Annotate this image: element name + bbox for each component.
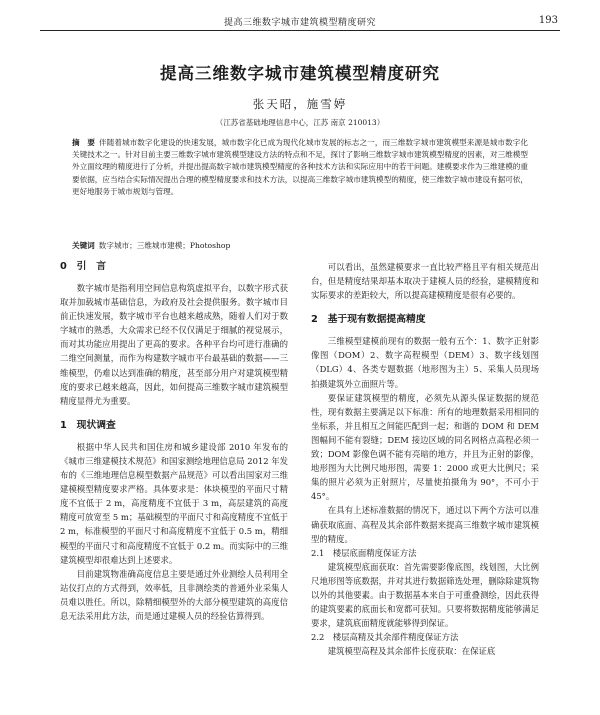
running-header (40, 12, 560, 31)
paragraph: 数字城市是指利用空间信息构筑虚拟平台，以数字形式获取并加载城市基础信息，为政府及社会提供服务。数字城市目前正快速发展，数字城市平台也越来越成熟，随着人们对于数字城市的熟悉，大众需求已经不仅仅满足于细腻的视觉展示，而对其功能应用提出了更高的要求。各种平台均可进行准确的二维空间测量，而作为构建数字城市平台最基础的数据——三维模型，仍难以达到准确的精度，甚至部分用户对建筑模型精度的要求已越来越高，因此，如何提高三维数字城市建筑模型精度显得尤为重要。 (60, 283, 288, 406)
authors: 张天昭，施雪婷 (252, 97, 348, 111)
right-column (311, 260, 539, 658)
page-number: 193 (538, 15, 558, 26)
abstract (72, 137, 528, 198)
section-heading-introduction: 0 引 言 (60, 261, 107, 272)
keywords-label: 关键词 (72, 241, 95, 250)
paragraph: 目前建筑物准确高度信息主要是通过外业测绘人员利用全站仪打点的方式得到，效率低，且非测绘类的普通外业采集人员难以胜任。所以，除精细模型外的大部分模型建筑的高度信息无法采用此方法，而是通过建模人员的经验估算得到。 (60, 568, 288, 621)
paragraph: 建筑模型高程及其余部件长度获取：在保证底 (327, 646, 496, 657)
subsection-heading-floor: 2.1 楼层底面精度保证方法 (311, 547, 417, 558)
left-column (60, 260, 288, 623)
abstract-label: 摘 要 (72, 138, 95, 147)
paragraph: 三维模型建模前现有的数据一般有五个：1、数字正射影像图（DOM）2、数字高程模型（DEM）3、数字线划图（DLG）4、各类专题数据（地形图为主）5、采集人员现场拍摄建筑外立面照片等。 (311, 336, 539, 389)
running-title: 提高三维数字城市建筑模型精度研究 (223, 18, 376, 28)
paragraph: 在具有上述标准数据的情况下，通过以下两个方法可以准确获取底面、高程及其余部件数据来提高三维数字城市建筑模型的精度。 (311, 505, 539, 544)
paragraph: 可以看出，虽然建模要求一直比较严格且平有相关规范出台，但是精度结果却基本取决于建模人员的经验，建模精度和实际要求的差距较大，所以提高建模精度是很有必要的。 (311, 262, 539, 301)
subsection-heading-height: 2.2 楼层高精及其余部件精度保证方法 (311, 632, 459, 643)
affiliation: （江苏省基础地理信息中心，江苏 南京 210013） (215, 118, 385, 127)
keywords (72, 240, 528, 252)
paragraph: 要保证建筑模型的精度，必须先从源头保证数据的规范性，现有数据主要满足以下标准：所有的地理数据采用相同的坐标系，并且相互之间能匹配到一起；和谐的 DOM 和 DEM 图幅间不能有裂缝；DEM 接边区域的同名网格点高程必须一致；DOM 影像色调不能有亮暗的地方，并且为正射的影像，地形图为大比例尺地形图，需要 1：2000 或更大比例尺；采集的照片必须为正射照片，尽量使拍摄角为 90°，不可小于 45°。 (311, 392, 539, 502)
keywords-text: 数字城市；三维城市建模；Photoshop (98, 241, 231, 250)
paper-title: 提高三维数字城市建筑模型精度研究 (160, 64, 440, 83)
abstract-text: 伴随着城市数字化建设的快速发展，城市数字化已成为现代化城市发展的标志之一，而三维数字城市建筑模型来源是城市数字化关键技术之一。针对目前主要三维数字城市建筑模型建设方法的特点和不足，探讨了影响三维数字城市建筑模型精度的因素，对三维模型外立面纹理的精度进行了分析，并提出提高数字城市建筑模型精度的各种技术方法和实际应用中的若干问题。建模要求作为三维建模的重要依据，应当结合实际情况提出合理的模型精度要求和技术方法，以提高三维数字城市建筑模型的精度，使三维数字城市建设有据可依，更好地服务于城市规划与管理。 (72, 138, 529, 196)
paragraph: 建筑模型底面获取：首先需要影像底图，线划图，大比例尺地形图等底数据，并对其进行数据筛选处理，删除除建筑物以外的其他要素。由于数据基本来自于可重叠测绘，因此获得的建筑要素的底面长和宽都可获知。只要将数据精度能够满足要求，建筑底面精度就能够得到保证。 (311, 561, 539, 629)
section-heading-status: 1 现状调查 (60, 419, 116, 431)
paragraph: 根据中华人民共和国住房和城乡建设部 2010 年发布的《城市三维建模技术规范》和国家测绘地理信息局 2012 年发布的《三维地理信息模型数据产品规范》可以看出国家对三维建模模型精度要求严格。具体要求是：体块模型的平面尺寸精度不宜低于 2 m，高度精度不宜低于 3 m，高层建筑的高度精度可放宽至 5 m；基础模型的平面尺寸和高度精度不宜低于 2 m，标准模型的平面尺寸和高度精度不宜低于 0.5 m，精细模型的平面尺寸和高度精度不宜低于 0.2 m。而实际中的三维建筑模型却很难达到上述要求。 (60, 441, 288, 565)
section-heading-data: 2 基于现有数据提高精度 (311, 314, 426, 326)
